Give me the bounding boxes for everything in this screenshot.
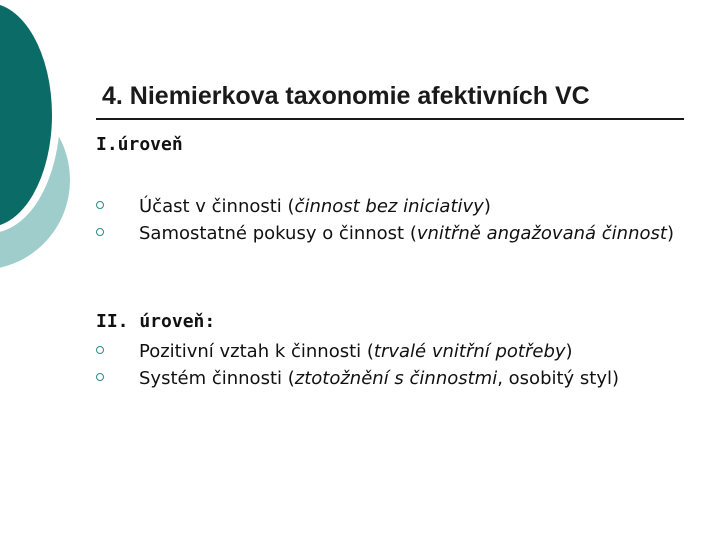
item-text-end: )	[483, 196, 491, 217]
bullet-icon	[96, 201, 104, 209]
item-text: Samostatné pokusy o činnost (	[139, 223, 417, 244]
level-1-list	[96, 193, 696, 247]
bullet-icon	[96, 346, 104, 354]
list-item	[96, 338, 696, 365]
list-item	[96, 365, 696, 392]
bullet-icon	[96, 373, 104, 381]
list-item	[96, 220, 696, 247]
item-italic-text: činnost bez iniciativy	[294, 196, 484, 217]
item-italic-text: trvalé vnitřní potřeby	[373, 341, 566, 362]
item-text: Účast v činnosti (	[139, 196, 295, 217]
level-1-heading: I.úroveň	[96, 134, 183, 155]
item-text-end: )	[565, 341, 573, 362]
level-2-heading: II. úroveň:	[96, 311, 216, 332]
item-text: Systém činnosti (	[139, 368, 295, 389]
item-italic-text: vnitřně angažovaná činnost	[416, 223, 667, 244]
item-text: Pozitivní vztah k činnosti (	[139, 341, 374, 362]
list-item	[96, 193, 696, 220]
level-2-list	[96, 338, 696, 392]
item-italic-text: ztotožnění s činnostmi	[294, 368, 498, 389]
bullet-icon	[96, 228, 104, 236]
item-text-end: , osobitý styl)	[497, 368, 620, 389]
slide-title: 4. Niemierkova taxonomie afektivních VC	[102, 82, 590, 110]
item-text-end: )	[666, 223, 674, 244]
title-divider	[96, 118, 684, 120]
